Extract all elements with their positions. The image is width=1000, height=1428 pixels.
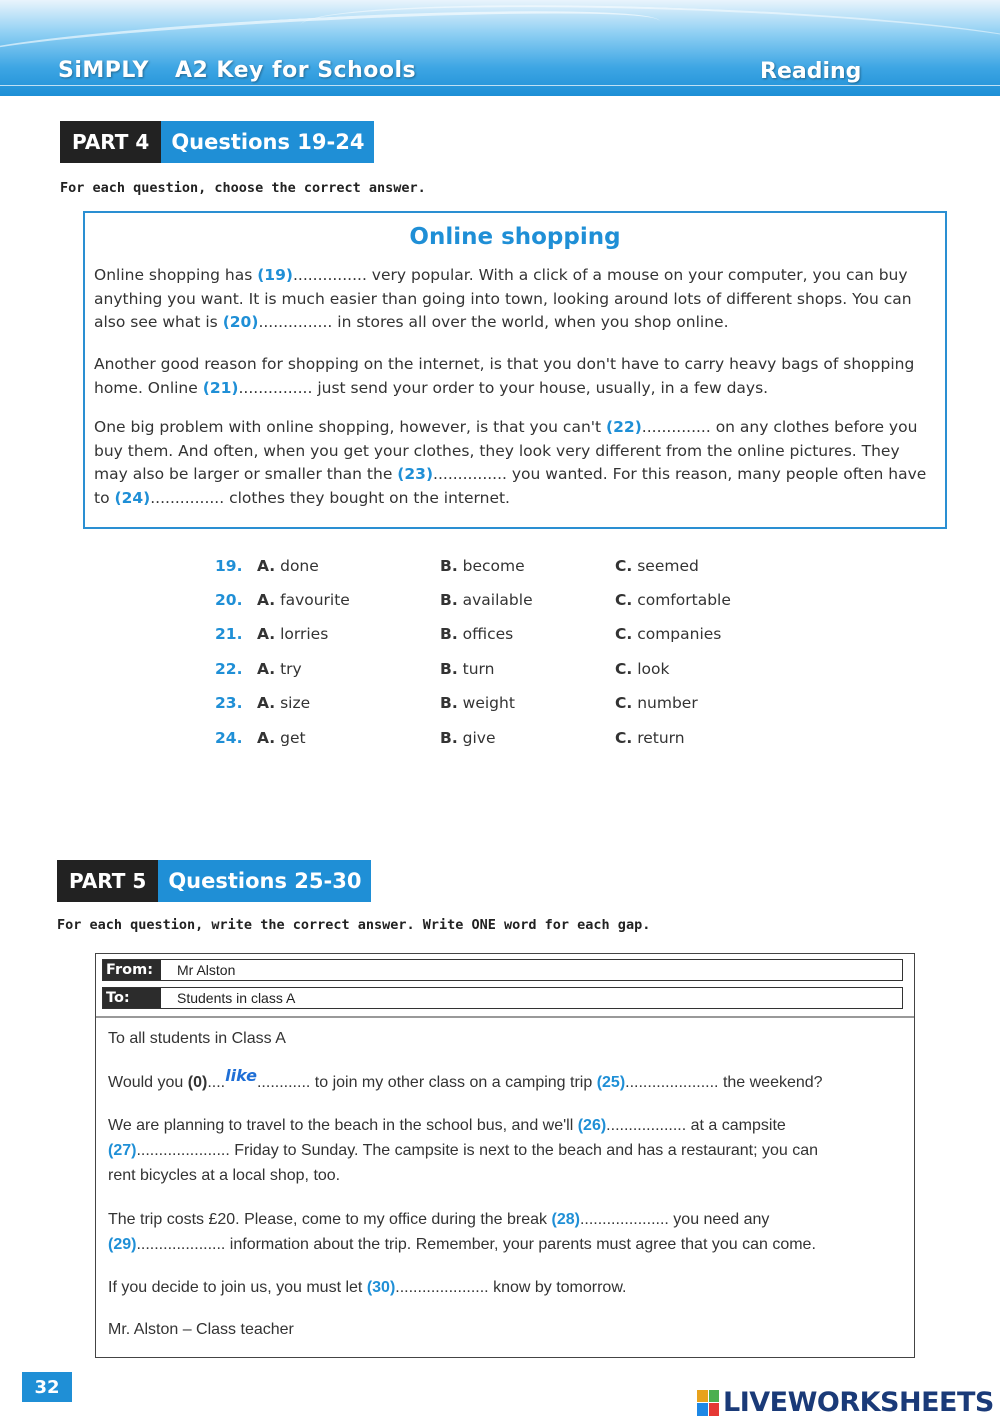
- option-number: 22.: [215, 660, 243, 678]
- text-line: to (24)............... clothes they bought on the internet.: [94, 488, 510, 507]
- option-b[interactable]: B. offices: [440, 625, 514, 643]
- option-b[interactable]: B. give: [440, 729, 496, 747]
- gap-30-blank[interactable]: ..................... know by tomorrow.: [395, 1279, 627, 1296]
- example-answer: like: [225, 1066, 257, 1085]
- option-c[interactable]: C. return: [615, 729, 685, 747]
- gap-28-blank[interactable]: .................... you need any: [579, 1211, 770, 1228]
- option-a[interactable]: A. lorries: [257, 625, 329, 643]
- gap-number: (28): [551, 1211, 580, 1228]
- liveworksheets-logo: [697, 1387, 994, 1418]
- gap-number: (26): [577, 1117, 607, 1134]
- option-c[interactable]: C. comfortable: [615, 591, 731, 609]
- part5-header: [57, 860, 371, 902]
- option-a[interactable]: A. get: [257, 729, 306, 747]
- paragraph: [94, 416, 940, 510]
- option-a[interactable]: A. favourite: [257, 591, 350, 609]
- gap-number: (30): [366, 1279, 396, 1296]
- gap-number: (20): [222, 313, 259, 331]
- gap-25-blank[interactable]: ..................... the weekend?: [625, 1074, 823, 1091]
- to-label: To:: [103, 988, 161, 1008]
- from-row: [102, 959, 903, 981]
- gap-number: (27): [108, 1142, 137, 1159]
- option-a[interactable]: A. size: [257, 694, 311, 712]
- paragraph: [94, 353, 940, 400]
- email-line: We are planning to travel to the beach in the school bus, and we'll (26).................. at a campsite: [108, 1117, 786, 1134]
- gap-number: (19): [257, 266, 293, 284]
- questions-range: Questions 19-24: [161, 121, 374, 163]
- text-line: Another good reason for shopping on the internet, is that you don't have to carry heavy bags of shopping: [94, 355, 915, 373]
- gap-number: (29): [108, 1236, 137, 1253]
- divider: [96, 1016, 914, 1018]
- option-number: 19.: [215, 557, 243, 575]
- option-a[interactable]: A. try: [257, 660, 302, 678]
- option-number: 24.: [215, 729, 243, 747]
- email-line: [108, 1138, 908, 1163]
- gap-number: (24): [114, 488, 151, 507]
- gap-number: (22): [606, 418, 642, 436]
- liveworksheets-icon: [697, 1390, 719, 1416]
- part4-header: [60, 121, 374, 163]
- option-c[interactable]: C. number: [615, 694, 698, 712]
- paragraph: [94, 264, 940, 335]
- text-line: may also be larger or smaller than the (23)............... you wanted. For this reason, many people often have: [94, 465, 927, 483]
- email-line: If you decide to join us, you must let (30)..................... know by tomorrow.: [108, 1279, 627, 1296]
- option-number: 20.: [215, 591, 243, 609]
- example-number: (0): [187, 1074, 208, 1091]
- book-series: A2 Key for Schools: [174, 58, 417, 83]
- part-label: PART 5: [57, 860, 158, 902]
- email-box: [95, 953, 915, 1358]
- text-line: One big problem with online shopping, however, is that you can't (22).............. on any clothes before you: [94, 418, 918, 436]
- greeting: To all students in Class A: [108, 1030, 286, 1047]
- option-a[interactable]: A. done: [257, 557, 319, 575]
- text-line: also see what is (20)............... in stores all over the world, when you shop online.: [94, 313, 729, 331]
- option-c[interactable]: C. look: [615, 660, 670, 678]
- part4-instruction: For each question, choose the correct answer.: [60, 180, 426, 196]
- gap-27-blank[interactable]: ..................... Friday to Sunday. The campsite is next to the beach and has a restaurant; you can: [136, 1142, 818, 1159]
- page-number: 32: [22, 1372, 72, 1402]
- to-value: Students in class A: [177, 990, 296, 1006]
- part-label: PART 4: [60, 121, 161, 163]
- from-value: Mr Alston: [177, 962, 236, 978]
- gap-number: (25): [596, 1074, 626, 1091]
- questions-range: Questions 25-30: [158, 860, 371, 902]
- book-title: [58, 58, 416, 83]
- part5-instruction: For each question, write the correct answer. Write ONE word for each gap.: [57, 917, 651, 933]
- reading-title: Online shopping: [409, 224, 621, 250]
- gap-number: (23): [397, 465, 434, 483]
- section-title: Reading: [760, 59, 862, 84]
- option-c[interactable]: C. seemed: [615, 557, 699, 575]
- email-line: [108, 1232, 908, 1257]
- option-b[interactable]: B. available: [440, 591, 533, 609]
- option-b[interactable]: B. turn: [440, 660, 495, 678]
- example-line: Would you (0)....like............ to join my other class on a camping trip (25)..................... the weekend?: [108, 1066, 823, 1091]
- email-line: rent bicycles at a local shop, too.: [108, 1167, 341, 1184]
- text-line: buy them. And often, when you get your clothes, they look very different from the online pictures. They: [94, 441, 900, 460]
- from-label: From:: [103, 960, 161, 980]
- email-line: The trip costs £20. Please, come to my office during the break (28).................... you need any: [108, 1211, 770, 1228]
- text-line: anything you want. It is much easier than going into town, looking around lots of different shops. You can: [94, 289, 912, 308]
- gap-number: (21): [202, 378, 239, 397]
- option-c[interactable]: C. companies: [615, 625, 722, 643]
- brand-name: SiMPLY: [58, 58, 149, 83]
- watermark-text: LIVEWORKSHEETS: [723, 1387, 994, 1418]
- reading-text-box: [83, 211, 947, 529]
- option-b[interactable]: B. become: [440, 557, 525, 575]
- banner-rule: [0, 85, 1000, 86]
- gap-29-blank[interactable]: .................... information about the trip. Remember, your parents must agree that you can come.: [136, 1236, 816, 1253]
- option-number: 21.: [215, 625, 243, 643]
- text-line: Online shopping has (19)............... very popular. With a click of a mouse on your computer, you can buy: [94, 266, 908, 284]
- text-line: home. Online (21)............... just send your order to your house, usually, in a few days.: [94, 378, 769, 397]
- option-b[interactable]: B. weight: [440, 694, 515, 712]
- option-number: 23.: [215, 694, 243, 712]
- gap-26-blank[interactable]: .................. at a campsite: [606, 1117, 786, 1134]
- to-row: [102, 987, 903, 1009]
- signoff: Mr. Alston – Class teacher: [108, 1321, 294, 1338]
